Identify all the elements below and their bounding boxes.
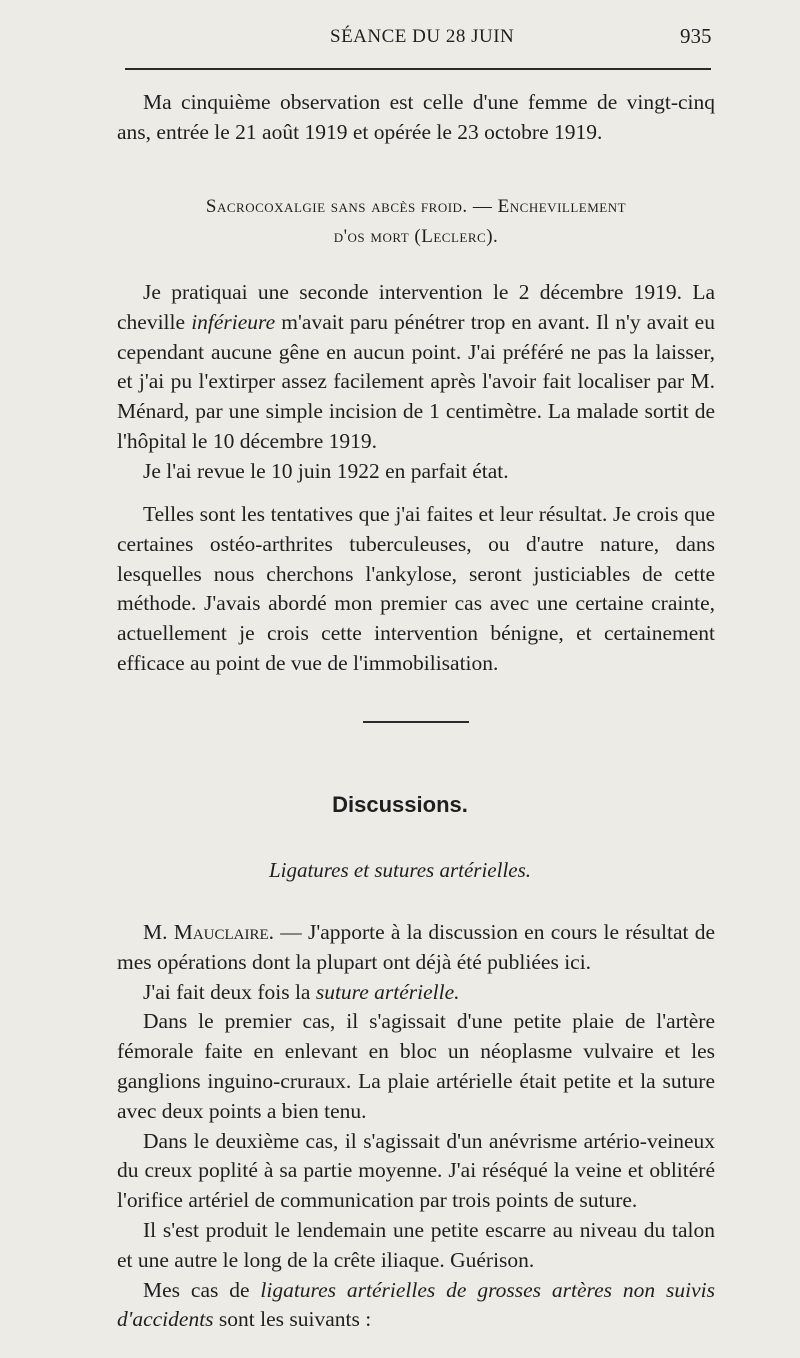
text-run: m'avait paru pénétrer trop en avant. Il n'y avait eu cependant aucune gêne en aucun point. J'ai préféré ne pas la laisser, et j'ai pu l'extirper assez facilement après l'avoir fait localiser par M. Ménard, par une simple incision de 1 centimètre. La malade sortit de l'hôpital le 10 décembre 1919. xyxy=(117,309,715,453)
paragraph-second-intervention xyxy=(117,278,715,457)
paragraph-first-case: Dans le premier cas, il s'agissait d'une petite plaie de l'artère fémorale faite en enlevant en bloc un néoplasme vulvaire et les ganglions inguino-cruraux. La plaie artérielle était petite et la suture avec deux points a bien tenu. xyxy=(117,1009,715,1123)
paragraph-ligatures xyxy=(117,1276,715,1336)
paragraph-conclusion xyxy=(117,500,715,679)
running-header xyxy=(0,22,800,52)
page-number: 935 xyxy=(680,24,712,48)
discussion-subheading: Ligatures et sutures artérielles. xyxy=(268,858,532,882)
italic-run: ligatures artérielles de grosses artères non suivis d'accidents xyxy=(117,1277,715,1332)
text-run: sont les suivants : xyxy=(213,1307,372,1332)
section-divider xyxy=(363,721,469,723)
case-heading xyxy=(117,192,715,252)
discussion-body xyxy=(117,918,715,1335)
text-run: — J'apporte à la discussion en cours le résultat de mes opérations dont la plupart ont déjà été publiées ici. xyxy=(117,920,716,974)
case-heading-line1: Sacrocoxalgie sans abcès froid. — Enchevillement xyxy=(205,196,627,217)
case-heading-line2: d'os mort (Leclerc). xyxy=(333,226,499,247)
running-title: SÉANCE DU 28 JUIN xyxy=(330,26,515,47)
paragraph-follow-up: Je l'ai revue le 10 juin 1922 en parfait état. xyxy=(143,458,509,483)
paragraph-second-case: Dans le deuxième cas, il s'agissait d'un anévrisme artério-veineux du creux poplité à sa partie moyenne. J'ai réséqué la veine et oblitéré l'orifice artériel de communication par trois points de suture. xyxy=(117,1128,715,1213)
text-run: Mes cas de xyxy=(143,1277,261,1302)
header-rule xyxy=(125,68,711,70)
text-run: J'ai fait deux fois la xyxy=(143,979,316,1004)
paragraph-text: Telles sont les tentatives que j'ai faites et leur résultat. Je crois que certaines ostéo-arthrites tuberculeuses, ou d'autre nature, dans lesquelles nous cherchons l'ankylose, seront justiciables de cette méthode. J'avais abordé mon premier cas avec une certaine crainte, actuellement je crois cette intervention bénigne, et certainement efficace au point de vue de l'immobilisation. xyxy=(117,502,715,675)
discussions-title: Discussions. xyxy=(332,792,468,817)
paragraph-text: Ma cinquième observation est celle d'une femme de vingt-cinq ans, entrée le 21 août 1919 et opérée le 23 octobre 1919. xyxy=(117,90,715,144)
paragraph-outcome: Il s'est produit le lendemain une petite escarre au niveau du talon et une autre le long de la crête iliaque. Guérison. xyxy=(117,1217,715,1272)
italic-run: inférieure xyxy=(191,309,276,334)
case-body xyxy=(117,278,715,487)
paragraph-suture-count xyxy=(117,978,715,1008)
italic-run: suture artérielle. xyxy=(315,979,460,1004)
text-run: Je pratiquai une seconde intervention le 2 décembre 1919. La cheville xyxy=(117,280,715,334)
speaker-name: M. Mauclaire. xyxy=(143,920,275,944)
paragraph-mauclaire-intro xyxy=(117,918,715,978)
paragraph-fifth-observation xyxy=(117,88,715,148)
